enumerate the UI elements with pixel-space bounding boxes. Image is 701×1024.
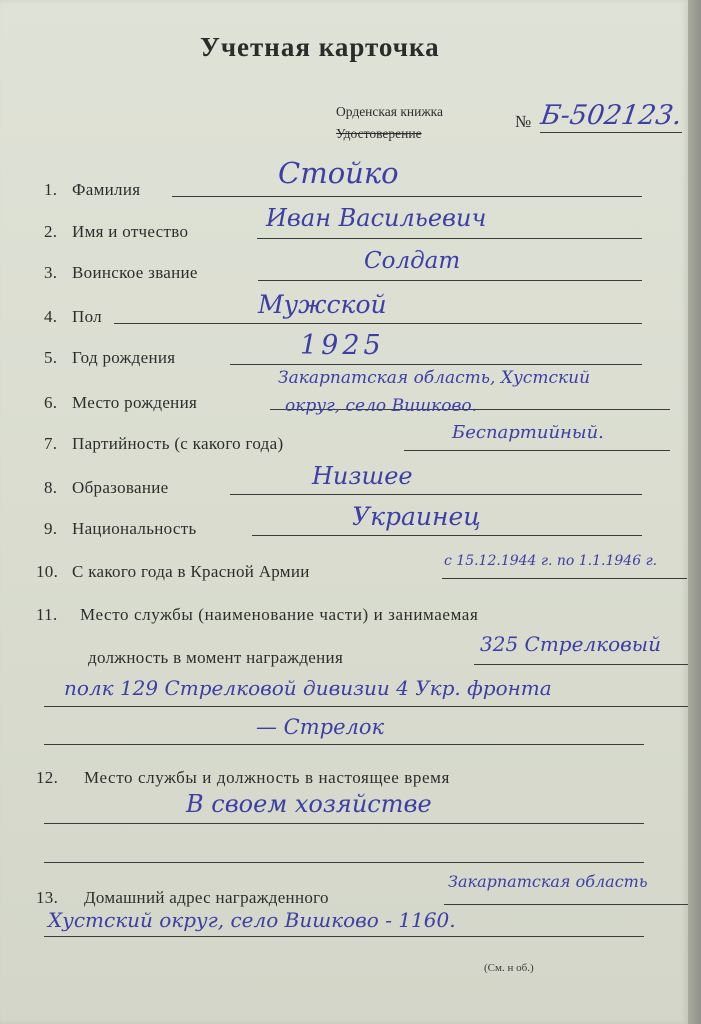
field-11-label: Место службы (наименование части) и занимаемая (80, 605, 479, 624)
field-4-label: Пол (72, 307, 102, 326)
field-5-line (230, 364, 642, 365)
field-3-number: 3. (44, 263, 58, 282)
field-11-label-line2: должность в момент награждения (88, 648, 344, 667)
field-12-line1 (44, 823, 644, 824)
field-7-number: 7. (44, 434, 58, 453)
field-1-line (172, 196, 642, 197)
field-3-label: Воинское звание (72, 263, 198, 282)
field-12-number: 12. (36, 768, 59, 787)
field-11-value-line2: полк 129 Стрелковой дивизии 4 Укр. фронта (64, 676, 552, 700)
field-2-label: Имя и отчество (72, 222, 189, 241)
field-13-number: 13. (36, 888, 59, 907)
field-11-value-line3: — Стрелок (256, 715, 385, 739)
field-11-line2 (44, 706, 688, 707)
field-7-label: Партийность (с какого года) (72, 434, 284, 453)
field-9-label: Национальность (72, 519, 197, 538)
field-6-value-line2: округ, село Вишково. (285, 396, 478, 416)
certificate-label: Удостоверение (336, 126, 422, 141)
field-10-line (442, 578, 687, 579)
field-9-line (252, 535, 642, 536)
field-3-value: Солдат (364, 248, 461, 274)
field-4-value: Мужской (258, 290, 387, 319)
field-11-line3 (44, 744, 644, 745)
field-7-value: Беспартийный. (452, 422, 604, 443)
field-13-line2 (44, 936, 644, 937)
field-10-number: 10. (36, 562, 59, 581)
field-8-line (230, 494, 642, 495)
field-4-number: 4. (44, 307, 58, 326)
field-13-line1 (444, 904, 688, 905)
field-1-number: 1. (44, 180, 58, 199)
field-13-value-line2: Хустский округ, село Вишково - 1160. (48, 908, 456, 932)
field-2-number: 2. (44, 222, 58, 241)
field-8-number: 8. (44, 478, 58, 497)
field-2-value: Иван Васильевич (266, 204, 487, 232)
field-11-value: 325 Стрелковый (480, 632, 661, 656)
field-8-label: Образование (72, 478, 169, 497)
field-13-value: Закарпатская область (448, 872, 648, 891)
field-5-value: 1925 (300, 330, 385, 361)
field-3-line (258, 280, 642, 281)
order-book-label: Орденская книжка (336, 104, 444, 119)
field-8-value: Низшее (312, 462, 413, 490)
field-10-label: С какого года в Красной Армии (72, 562, 310, 581)
number-sign: № (515, 112, 532, 131)
field-10-value: с 15.12.1944 г. по 1.1.1946 г. (444, 553, 658, 569)
field-12-value: В своем хозяйстве (186, 790, 432, 818)
field-1-label: Фамилия (72, 180, 141, 199)
number-underline (540, 132, 682, 133)
field-11-number: 11. (36, 605, 58, 624)
field-6-number: 6. (44, 393, 58, 412)
field-2-line (257, 238, 642, 239)
card-title: Учетная карточка (200, 32, 440, 62)
field-9-number: 9. (44, 519, 58, 538)
paper-edge-shadow (688, 0, 701, 1024)
field-5-number: 5. (44, 348, 58, 367)
field-12-line2 (44, 862, 644, 863)
field-9-value: Украинец (352, 502, 481, 531)
field-4-line (114, 323, 642, 324)
field-11-line1 (474, 664, 688, 665)
field-6-label: Место рождения (72, 393, 198, 412)
order-book-number: Б-502123. (538, 100, 684, 131)
footer-note: (См. н об.) (484, 962, 534, 974)
field-6-value: Закарпатская область, Хустский (278, 368, 591, 388)
field-13-label: Домашний адрес награжденного (84, 888, 329, 907)
field-7-line (404, 450, 670, 451)
field-1-value: Стойко (278, 156, 399, 190)
field-12-label: Место службы и должность в настоящее время (84, 768, 450, 787)
field-5-label: Год рождения (72, 348, 176, 367)
